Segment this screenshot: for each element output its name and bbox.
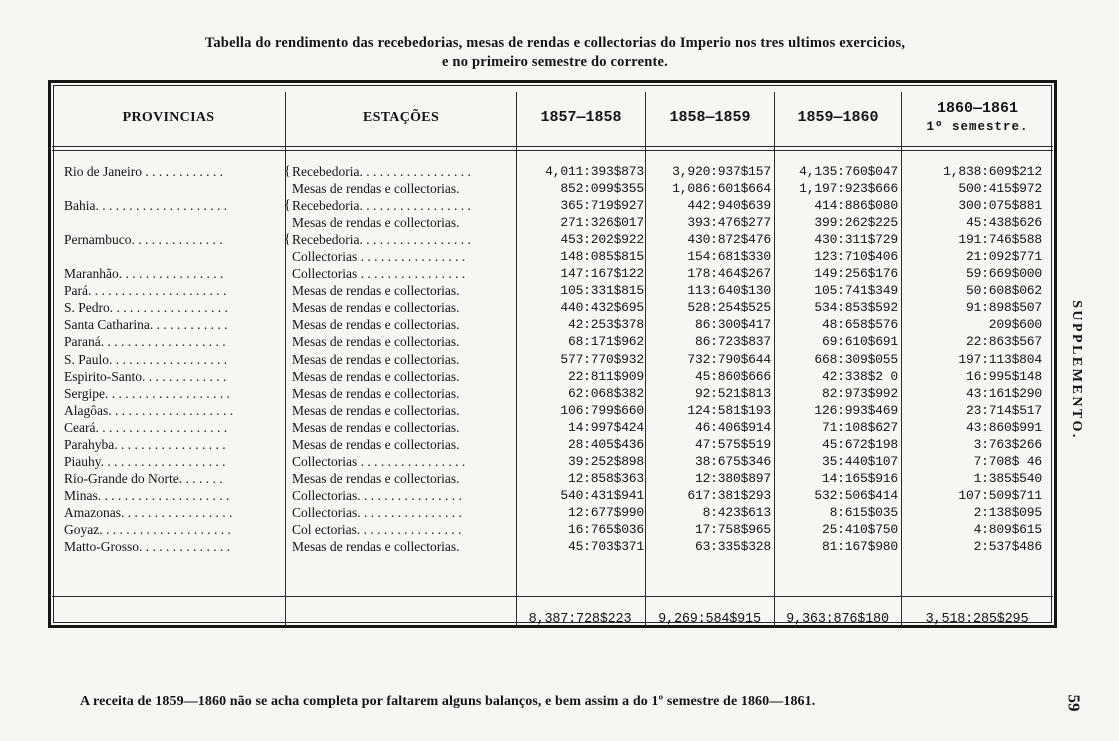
value-1859-1860: 534:853$592 [814, 300, 898, 316]
province-cell: Alagôas. . . . . . . . . . . . . . . . . . . [64, 402, 234, 418]
table-row [52, 333, 1053, 350]
value-1858-1859: 3,920:937$157 [672, 164, 771, 179]
page-number [1058, 688, 1088, 718]
value-1859-1860: 45:672$198 [821, 436, 898, 452]
value-1859-1860: 399:262$225 [814, 215, 898, 231]
value-1859-1860: 69:610$691 [821, 334, 898, 350]
value-1860-1861: 197:113$804 [958, 351, 1042, 367]
value-1857-1858: 271:326$017 [560, 215, 644, 231]
value-1857-1858: 16:765$036 [567, 521, 644, 537]
value-1858-1859: 393:476$277 [687, 215, 771, 231]
value-1860-1861: 21:092$771 [965, 249, 1042, 265]
value-1858-1859: 732:790$644 [687, 351, 771, 367]
table-row [52, 197, 1053, 214]
value-1859-1860: 668:309$055 [814, 351, 898, 367]
value-1860-1861: 43:161$290 [965, 385, 1042, 401]
station-cell: Col ectorias. . . . . . . . . . . . . . . . [292, 521, 462, 537]
value-1859-1860: 25:410$750 [821, 521, 898, 537]
header-1860-1861 [902, 96, 1053, 140]
value-1858-1859: 1,086:601$664 [672, 181, 771, 197]
value-1859-1860: 532:506$414 [814, 487, 898, 503]
value-1860-1861: 209$600 [988, 317, 1042, 333]
province-cell: Paraná. . . . . . . . . . . . . . . . . . . [64, 334, 226, 350]
station-cell: Mesas de rendas e collectorias. [292, 402, 460, 418]
province-cell: Bahia. . . . . . . . . . . . . . . . . . . . [64, 198, 228, 214]
value-1857-1858: 4,011:393$873 [545, 164, 644, 179]
station-cell: Mesas de rendas e collectorias. [292, 368, 460, 384]
value-1857-1858: 453:202$922 [560, 232, 644, 248]
value-1858-1859: 113:640$130 [687, 283, 771, 299]
brace-mark: { [284, 232, 291, 248]
value-1858-1859: 45:860$666 [694, 368, 771, 384]
value-1858-1859: 46:406$914 [694, 419, 771, 435]
province-cell: Parahyba. . . . . . . . . . . . . . . . . [64, 436, 226, 452]
province-cell: Rio-Grande do Norte. . . . . . . [64, 470, 223, 486]
brace-mark: { [284, 164, 291, 179]
value-1860-1861: 43:860$991 [965, 419, 1042, 435]
station-cell: Mesas de rendas e collectorias. [292, 283, 460, 299]
value-1857-1858: 45:703$371 [567, 539, 644, 555]
table-row [52, 214, 1053, 231]
table-row [52, 436, 1053, 453]
value-1859-1860: 81:167$980 [821, 539, 898, 555]
station-cell: Mesas de rendas e collectorias. [292, 385, 460, 401]
value-1860-1861: 45:438$626 [965, 215, 1042, 231]
value-1858-1859: 86:300$417 [694, 317, 771, 333]
value-1859-1860: 430:311$729 [814, 232, 898, 248]
side-label-text: SUPPLEMENTO. [1069, 300, 1084, 440]
province-cell: Sergipe. . . . . . . . . . . . . . . . . . . [64, 385, 230, 401]
province-cell: Minas. . . . . . . . . . . . . . . . . . . . [64, 487, 230, 503]
header-provincias: PROVINCIAS [122, 110, 215, 125]
value-1859-1860: 149:256$176 [814, 266, 898, 282]
province-cell: Matto-Grosso. . . . . . . . . . . . . . [64, 539, 231, 555]
value-1857-1858: 540:431$941 [560, 487, 644, 503]
table-row [52, 538, 1053, 555]
province-cell: Piauhy. . . . . . . . . . . . . . . . . . . [64, 453, 226, 469]
value-1859-1860: 71:108$627 [821, 419, 898, 435]
table-body [52, 163, 1053, 555]
value-1857-1858: 365:719$927 [560, 198, 644, 214]
province-cell: Santa Catharina. . . . . . . . . . . . [64, 317, 228, 333]
value-1858-1859: 38:675$346 [694, 453, 771, 469]
value-1858-1859: 442:940$639 [687, 198, 771, 214]
table-row [52, 265, 1053, 282]
station-cell: Mesas de rendas e collectorias. [292, 300, 460, 316]
value-1857-1858: 28:405$436 [567, 436, 644, 452]
station-cell: Recebedoria. . . . . . . . . . . . . . . . . [292, 232, 471, 248]
value-1857-1858: 62:068$382 [567, 385, 644, 401]
station-cell: Mesas de rendas e collectorias. [292, 470, 460, 486]
value-1858-1859: 528:254$525 [687, 300, 771, 316]
value-1857-1858: 148:085$815 [560, 249, 644, 265]
value-1857-1858: 12:677$990 [567, 504, 644, 520]
value-1860-1861: 23:714$517 [965, 402, 1042, 418]
station-cell: Recebedoria. . . . . . . . . . . . . . . . . [292, 164, 471, 179]
value-1859-1860: 1,197:923$666 [799, 181, 898, 197]
header-rule [52, 150, 1053, 151]
value-1858-1859: 17:758$965 [694, 521, 771, 537]
province-cell: Ceará. . . . . . . . . . . . . . . . . . . . [64, 419, 228, 435]
value-1859-1860: 123:710$406 [814, 249, 898, 265]
table-row [52, 470, 1053, 487]
header-1860-1861-semester: 1º semestre. [926, 120, 1029, 134]
value-1860-1861: 2:138$095 [973, 504, 1042, 520]
value-1860-1861: 4:809$615 [973, 521, 1042, 537]
value-1858-1859: 154:681$330 [687, 249, 771, 265]
table-row [52, 368, 1053, 385]
value-1858-1859: 8:423$613 [702, 504, 771, 520]
station-cell: Mesas de rendas e collectorias. [292, 181, 460, 197]
table-row [52, 402, 1053, 419]
value-1860-1861: 16:995$148 [965, 368, 1042, 384]
value-1859-1860: 414:886$080 [814, 198, 898, 214]
table-row [52, 316, 1053, 333]
province-cell: Amazonas. . . . . . . . . . . . . . . . . [64, 504, 233, 520]
value-1860-1861: 50:608$062 [965, 283, 1042, 299]
title-line-1: Tabella do rendimento das recebedorias, mesas de rendas e collectorias do Imperio nos tres ultimos exercicios, [204, 35, 906, 51]
total-1858-1859: 9,269:584$915 [658, 612, 761, 627]
value-1858-1859: 617:381$293 [687, 487, 771, 503]
header-1860-1861-year: 1860—1861 [936, 100, 1018, 117]
table-row [52, 385, 1053, 402]
value-1857-1858: 440:432$695 [560, 300, 644, 316]
value-1858-1859: 12:380$897 [694, 470, 771, 486]
value-1857-1858: 22:811$909 [567, 368, 644, 384]
value-1860-1861: 59:669$000 [965, 266, 1042, 282]
value-1857-1858: 12:858$363 [567, 470, 644, 486]
value-1858-1859: 124:581$193 [687, 402, 771, 418]
province-cell: Rio de Janeiro . . . . . . . . . . . . [64, 164, 223, 179]
value-1857-1858: 106:799$660 [560, 402, 644, 418]
value-1859-1860: 8:615$035 [829, 504, 898, 520]
province-cell: Espirito-Santo. . . . . . . . . . . . . [64, 368, 227, 384]
value-1860-1861: 7:708$ 46 [973, 453, 1042, 469]
table-row [52, 453, 1053, 470]
station-cell: Recebedoria. . . . . . . . . . . . . . . . . [292, 198, 471, 214]
total-1859-1860: 9,363:876$180 [786, 612, 889, 627]
table-row [52, 282, 1053, 299]
header-rule [52, 146, 1053, 147]
station-cell: Collectorias . . . . . . . . . . . . . . . . [292, 453, 466, 469]
value-1858-1859: 86:723$837 [694, 334, 771, 350]
value-1859-1860: 48:658$576 [821, 317, 898, 333]
value-1859-1860: 14:165$916 [821, 470, 898, 486]
total-1860-1861: 3,518:285$295 [925, 612, 1029, 627]
side-label [1063, 270, 1089, 470]
value-1860-1861: 300:075$881 [958, 198, 1042, 214]
title-line-2: e no primeiro semestre do corrente. [441, 54, 669, 70]
page-number-text: 59 [1064, 694, 1083, 712]
station-cell: Mesas de rendas e collectorias. [292, 334, 460, 350]
total-1857-1858: 8,387:728$223 [528, 612, 632, 627]
value-1857-1858: 852:099$355 [560, 181, 644, 197]
brace-mark: { [284, 198, 291, 214]
value-1860-1861: 1:385$540 [973, 470, 1042, 486]
value-1859-1860: 42:338$2 0 [821, 368, 898, 384]
station-cell: Collectorias . . . . . . . . . . . . . . . . [292, 249, 466, 265]
value-1859-1860: 35:440$107 [821, 453, 898, 469]
value-1858-1859: 47:575$519 [694, 436, 771, 452]
value-1857-1858: 14:997$424 [567, 419, 644, 435]
table-row [52, 487, 1053, 504]
station-cell: Mesas de rendas e collectorias. [292, 419, 460, 435]
value-1857-1858: 39:252$898 [567, 453, 644, 469]
value-1858-1859: 92:521$813 [694, 385, 771, 401]
header-1858-1859: 1858—1859 [669, 109, 751, 126]
value-1860-1861: 500:415$972 [958, 181, 1042, 197]
province-cell: S. Paulo. . . . . . . . . . . . . . . . . . [64, 351, 228, 367]
station-cell: Mesas de rendas e collectorias. [292, 539, 460, 555]
header-1857-1858: 1857—1858 [540, 109, 622, 126]
value-1858-1859: 430:872$476 [687, 232, 771, 248]
value-1857-1858: 147:167$122 [560, 266, 644, 282]
province-cell: Pernambuco. . . . . . . . . . . . . . [64, 232, 223, 248]
value-1858-1859: 63:335$328 [694, 539, 771, 555]
table-title [60, 34, 1050, 72]
province-cell: Pará. . . . . . . . . . . . . . . . . . . . . [64, 283, 227, 299]
table-row [52, 180, 1053, 197]
table-row [52, 248, 1053, 265]
station-cell: Mesas de rendas e collectorias. [292, 317, 460, 333]
footnote: A receita de 1859—1860 não se acha completa por faltarem alguns balanços, e bem assim a do 1º semestre de 1860—1861. [80, 694, 816, 709]
station-cell: Mesas de rendas e collectorias. [292, 351, 460, 367]
value-1858-1859: 178:464$267 [687, 266, 771, 282]
table-row [52, 299, 1053, 316]
value-1857-1858: 105:331$815 [560, 283, 644, 299]
value-1857-1858: 68:171$962 [567, 334, 644, 350]
station-cell: Mesas de rendas e collectorias. [292, 436, 460, 452]
value-1860-1861: 1,838:609$212 [943, 164, 1042, 179]
value-1860-1861: 22:863$567 [965, 334, 1042, 350]
value-1859-1860: 82:973$992 [821, 385, 898, 401]
table-row [52, 351, 1053, 368]
table-row [52, 504, 1053, 521]
value-1860-1861: 107:509$711 [958, 487, 1042, 503]
table-row [52, 231, 1053, 248]
table-row [52, 521, 1053, 538]
station-cell: Collectorias. . . . . . . . . . . . . . . . [292, 504, 462, 520]
value-1859-1860: 105:741$349 [814, 283, 898, 299]
table-row [52, 163, 1053, 180]
station-cell: Mesas de rendas e collectorias. [292, 215, 460, 231]
value-1860-1861: 91:898$507 [965, 300, 1042, 316]
province-cell: Goyaz. . . . . . . . . . . . . . . . . . . . [64, 521, 231, 537]
value-1857-1858: 577:770$932 [560, 351, 644, 367]
station-cell: Collectorias. . . . . . . . . . . . . . . . [292, 487, 462, 503]
value-1859-1860: 126:993$469 [814, 402, 898, 418]
station-cell: Collectorias . . . . . . . . . . . . . . . . [292, 266, 466, 282]
totals-rule [52, 596, 1053, 597]
value-1859-1860: 4,135:760$047 [799, 164, 898, 179]
table-row [52, 419, 1053, 436]
value-1857-1858: 42:253$378 [567, 317, 644, 333]
header-estacoes: ESTAÇÕES [362, 110, 440, 125]
header-1859-1860: 1859—1860 [797, 109, 879, 126]
province-cell: S. Pedro. . . . . . . . . . . . . . . . . . [64, 300, 228, 316]
value-1860-1861: 2:537$486 [973, 539, 1042, 555]
value-1860-1861: 3:763$266 [973, 436, 1042, 452]
province-cell: Maranhão. . . . . . . . . . . . . . . . [64, 266, 224, 282]
value-1860-1861: 191:746$588 [958, 232, 1042, 248]
